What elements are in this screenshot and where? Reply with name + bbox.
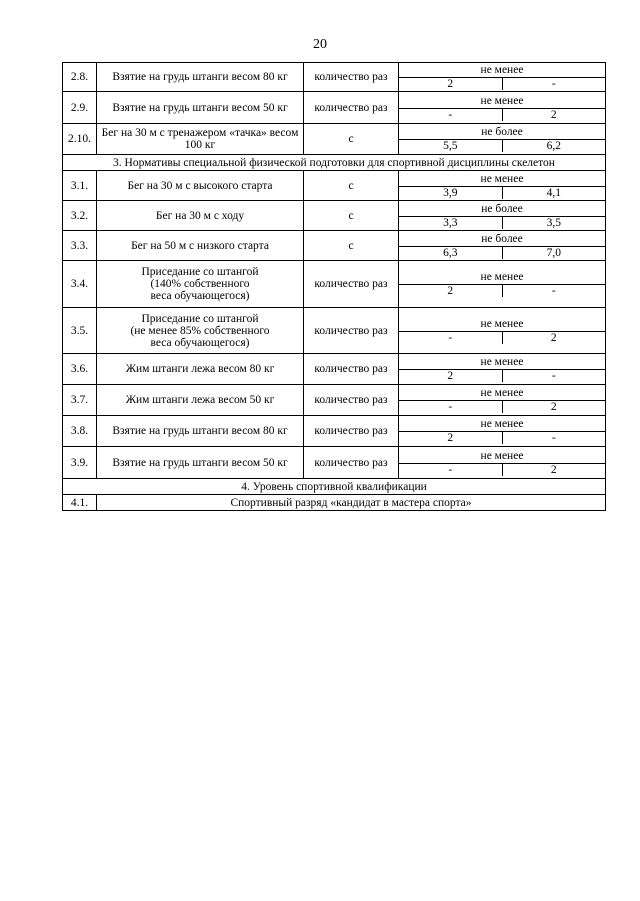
value-2: - (551, 370, 556, 382)
value-1: 2 (399, 285, 503, 297)
unit-cell: количество раз (304, 63, 399, 92)
condition-label: не менее (399, 387, 605, 401)
condition-label: не менее (399, 318, 605, 332)
table-row (63, 124, 606, 155)
value-2: 6,2 (546, 140, 561, 152)
condition-label: не менее (399, 95, 605, 109)
row-number: 4.1. (63, 495, 97, 511)
unit-cell: количество раз (304, 92, 399, 124)
value-2: 2 (550, 463, 557, 476)
condition-label: не более (399, 233, 605, 247)
qualification-text: Спортивный разряд «кандидат в мастера спорта» (97, 495, 606, 511)
table-row (63, 171, 606, 201)
row-number: 3.1. (63, 171, 97, 201)
exercise-name (97, 261, 304, 308)
exercise-name (97, 308, 304, 354)
condition-label: не менее (399, 271, 605, 285)
table-row (63, 416, 606, 447)
row-number: 2.10. (63, 124, 97, 155)
exercise-name-line: (не менее 85% собственного (130, 324, 270, 337)
unit-cell: с (304, 201, 399, 231)
value-1: 6,3 (399, 247, 503, 259)
values-cell (399, 201, 606, 231)
values-cell (399, 308, 606, 354)
condition-label: не менее (399, 356, 605, 370)
value-1: - (399, 332, 503, 344)
table-row (63, 63, 606, 92)
exercise-name: Жим штанги лежа весом 80 кг (97, 354, 304, 385)
value-1: 3,3 (399, 217, 503, 229)
values-cell (399, 385, 606, 416)
value-2: 2 (550, 108, 557, 121)
row-number: 3.4. (63, 261, 97, 308)
exercise-name: Бег на 50 м с низкого старта (97, 231, 304, 261)
exercise-name-line: Приседание со штангой (141, 266, 259, 278)
value-1: - (399, 401, 503, 413)
value-1: 2 (399, 78, 503, 90)
condition-label: не менее (399, 450, 605, 464)
row-number: 3.5. (63, 308, 97, 354)
row-number: 3.8. (63, 416, 97, 447)
unit-cell: количество раз (304, 308, 399, 354)
exercise-name: Бег на 30 м с высокого старта (97, 171, 304, 201)
condition-label: не более (399, 203, 605, 217)
table-row (63, 201, 606, 231)
table-row (63, 308, 606, 354)
table-row (63, 261, 606, 308)
values-cell (399, 231, 606, 261)
value-2: - (551, 78, 556, 90)
condition-label: не менее (399, 173, 605, 187)
row-number: 3.6. (63, 354, 97, 385)
row-number: 3.7. (63, 385, 97, 416)
section-header-row (63, 479, 606, 495)
unit-cell: с (304, 231, 399, 261)
exercise-name: Взятие на грудь штанги весом 50 кг (97, 92, 304, 124)
section-4-title: 4. Уровень спортивной квалификации (63, 479, 606, 495)
condition-label: не менее (399, 418, 605, 432)
row-number: 3.2. (63, 201, 97, 231)
value-2: 2 (550, 331, 557, 344)
value-1: 5,5 (399, 140, 503, 152)
page-number: 20 (313, 37, 327, 52)
value-1: 3,9 (399, 187, 503, 199)
exercise-name: Бег на 30 м с тренажером «тачка» весом 100 кг (97, 124, 304, 155)
unit-cell: количество раз (304, 385, 399, 416)
values-cell (399, 447, 606, 479)
exercise-name: Взятие на грудь штанги весом 80 кг (97, 416, 304, 447)
exercise-name-line: веса обучающегося) (150, 290, 250, 302)
row-number: 2.9. (63, 92, 97, 124)
row-number: 2.8. (63, 63, 97, 92)
exercise-name: Бег на 30 м с ходу (97, 201, 304, 231)
values-cell (399, 416, 606, 447)
value-2: 2 (550, 401, 557, 413)
condition-label: не менее (399, 64, 605, 78)
exercise-name-line: Приседание со штангой (141, 312, 259, 325)
unit-cell: количество раз (304, 416, 399, 447)
exercise-name-line: (140% собственного (150, 278, 250, 290)
unit-cell: количество раз (304, 447, 399, 479)
row-number: 3.9. (63, 447, 97, 479)
values-cell (399, 354, 606, 385)
values-cell (399, 171, 606, 201)
table-row (63, 92, 606, 124)
exercise-name: Жим штанги лежа весом 50 кг (97, 385, 304, 416)
unit-cell: количество раз (304, 261, 399, 308)
value-2: - (551, 285, 556, 297)
value-1: - (399, 464, 503, 476)
values-cell (399, 261, 606, 308)
table-row (63, 447, 606, 479)
section-3-title: 3. Нормативы специальной физической подготовки для спортивной дисциплины скелетон (63, 155, 606, 171)
norms-table (62, 62, 606, 511)
value-1: 2 (399, 370, 503, 382)
exercise-name: Взятие на грудь штанги весом 80 кг (97, 63, 304, 92)
unit-cell: с (304, 124, 399, 155)
exercise-name: Взятие на грудь штанги весом 50 кг (97, 447, 304, 479)
values-cell (399, 63, 606, 92)
table-row (63, 354, 606, 385)
values-cell (399, 124, 606, 155)
row-number: 3.3. (63, 231, 97, 261)
unit-cell: с (304, 171, 399, 201)
condition-label: не более (399, 126, 605, 140)
section-header-row (63, 155, 606, 171)
value-2: - (551, 432, 556, 444)
values-cell (399, 92, 606, 124)
table-row (63, 231, 606, 261)
exercise-name-line: веса обучающегося) (150, 336, 250, 349)
value-1: 2 (399, 432, 503, 444)
table-row (63, 385, 606, 416)
value-2: 7,0 (546, 246, 561, 259)
value-2: 3,5 (546, 216, 561, 229)
value-1: - (399, 109, 503, 121)
unit-cell: количество раз (304, 354, 399, 385)
value-2: 4,1 (546, 186, 561, 199)
table-row (63, 495, 606, 511)
